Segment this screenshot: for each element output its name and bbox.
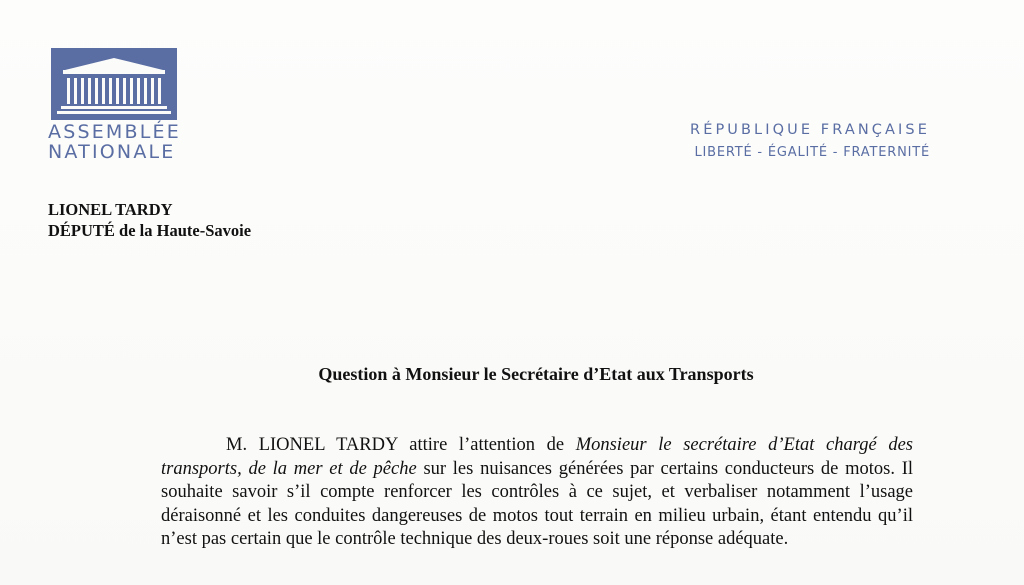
body-author-name: M. LIONEL TARDY bbox=[226, 435, 398, 455]
assemblee-nationale-building-icon bbox=[51, 48, 177, 120]
body-addressee: Monsieur le secrétaire d’Etat chargé des transports, de la mer et de pêche bbox=[161, 435, 913, 479]
logo-line-assemblee: ASSEMBLÉE bbox=[48, 121, 181, 143]
body-text-part2: sur les nuisances générées par certains conducteurs de motos. Il souhaite savoir s’il compte renforcer les contrôles à ce sujet, et verbaliser notamment l’usage déraisonné et les conduites dangereuses de motos tout terrain en milieu urbain, étant entendu qu’il n’est pas certain que le contrôle technique des deux-roues soit une réponse adéquate. bbox=[161, 458, 913, 549]
question-title: Question à Monsieur le Secrétaire d’Etat aux Transports bbox=[318, 364, 754, 384]
republique-francaise: RÉPUBLIQUE FRANÇAISE bbox=[690, 122, 930, 138]
deputy-title: DÉPUTÉ de la Haute-Savoie bbox=[48, 221, 252, 240]
republic-motto: LIBERTÉ - ÉGALITÉ - FRATERNITÉ bbox=[694, 145, 930, 160]
deputy-name: LIONEL TARDY bbox=[48, 200, 173, 219]
republic-header bbox=[690, 121, 930, 162]
deputy-block bbox=[48, 199, 251, 241]
logo-line-nationale: NATIONALE bbox=[48, 141, 176, 163]
body-text-part1: attire l’attention de bbox=[397, 435, 576, 455]
question-body bbox=[161, 434, 913, 552]
